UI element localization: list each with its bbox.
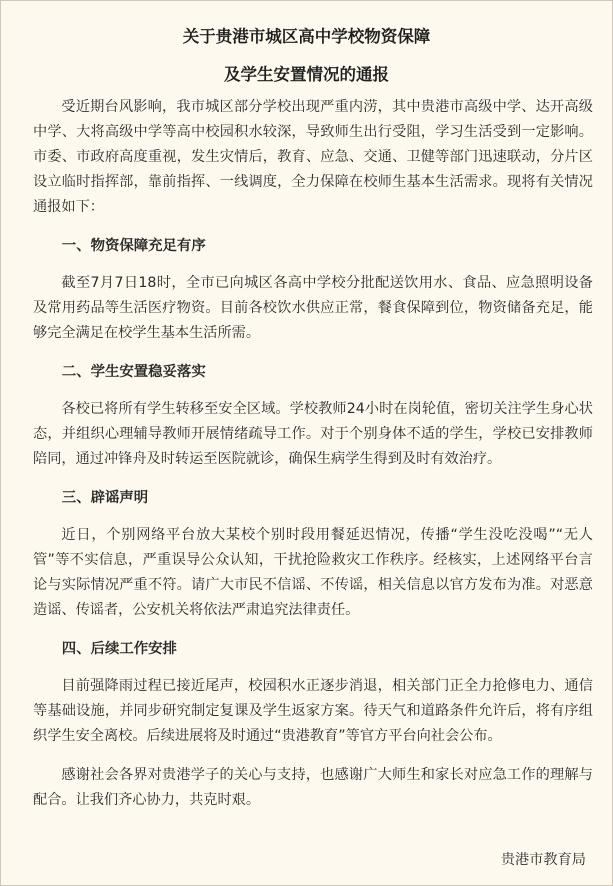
intro-paragraph: 受近期台风影响，我市城区部分学校出现严重内涝，其中贵港市高级中学、达开高级中学、大将高级中学等高中校园积水较深，导致师生出行受阻，学习生活受到一定影响。市委、市政府高度重视，发生灾情后，教育、应急、交通、卫健等部门迅速联动，分片区设立临时指挥部，靠前指挥、一线调度，全力保障在校师生基本生活需求。现将有关情况通报如下： [33, 99, 593, 215]
section-paragraph-rumor-statement: 近日，个别网络平台放大某校个别时段用餐延迟情况，传播“学生没吃没喝”“无人管”等不实信息，严重误导公众认知，干扰抢险救灾工作秩序。经核实，上述网络平台言论与实际情况严重不符。请广大市民不信谣、不传谣，相关信息以官方发布为准。对恶意造谣、传谣者，公安机关将依法严肃追究法律责任。 [33, 527, 593, 618]
document-title-line-1: 关于贵港市城区高中学校物资保障 [182, 27, 431, 46]
issuer-signature: 贵港市教育局 [500, 852, 586, 868]
section-paragraph-follow-up: 目前强降雨过程已接近尾声，校园积水正逐步消退，相关部门正全力抢修电力、通信等基础设施，并同步研究制定复课及学生返家方案。待天气和道路条件允许后，将有序组织学生安全离校。后续进展将及时通过“贵港教育”等官方平台向社会公布。 [33, 678, 593, 744]
closing-paragraph: 感谢社会各界对贵港学子的关心与支持，也感谢广大师生和家长对应急工作的理解与配合。让我们齐心协力，共克时艰。 [33, 767, 593, 808]
document-body [33, 95, 593, 827]
document-title-line-2: 及学生安置情况的通报 [224, 65, 389, 84]
section-paragraph-placement: 各校已将所有学生转移至安全区域。学校教师24小时在岗轮值，密切关注学生身心状态，并组织心理辅导教师开展情绪疏导工作。对于个别身体不适的学生，学校已安排教师陪同，通过冲锋舟及时转运至医院就诊，确保生病学生得到及时有效治疗。 [33, 401, 593, 467]
section-heading-placement: 二、学生安置稳妥落实 [61, 364, 206, 380]
section-paragraph-supplies: 截至7月7日18时，全市已向城区各高中学校分批配送饮用水、食品、应急照明设备及常用药品等生活医疗物资。目前各校饮水供应正常，餐食保障到位，物资储备充足，能够完全满足在校学生基本生活所需。 [33, 275, 593, 341]
section-heading-rumor-statement: 三、辟谣声明 [61, 490, 149, 506]
section-heading-supplies: 一、物资保障充足有序 [61, 238, 206, 254]
section-heading-follow-up: 四、后续工作安排 [61, 641, 177, 657]
